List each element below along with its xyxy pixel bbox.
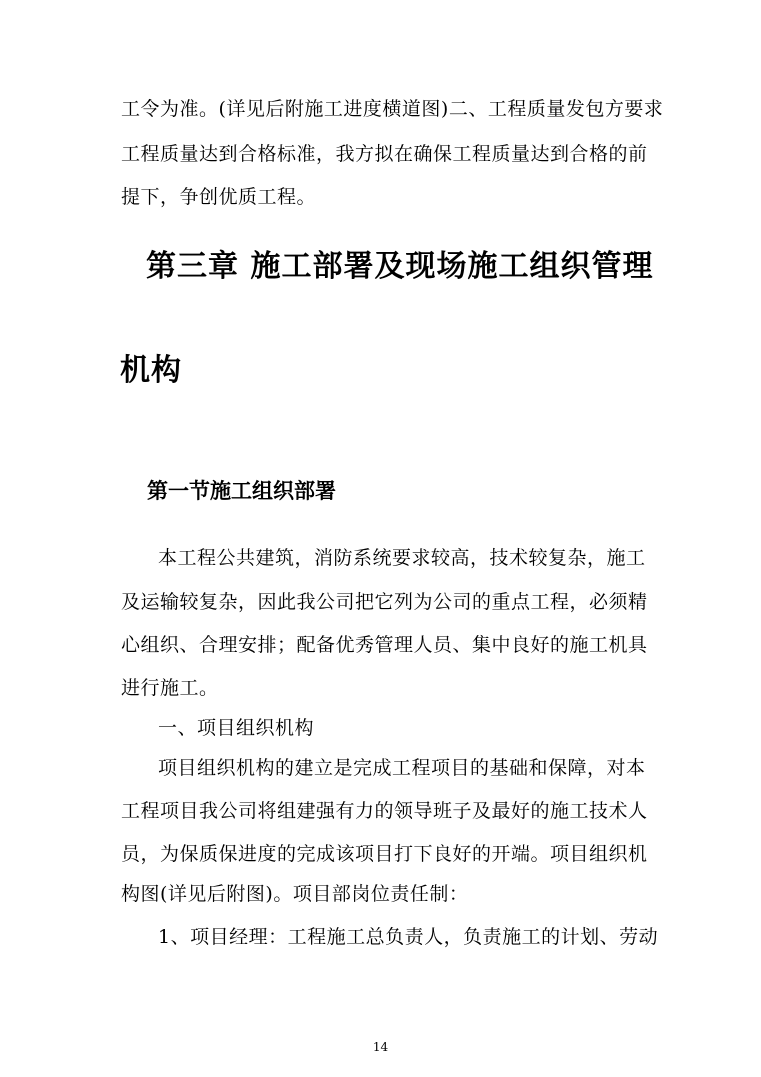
intro-line-1: 工令为准。(详见后附施工进度横道图)二、工程质量发包方要求 [121,98,664,120]
intro-line-2: 工程质量达到合格标准，我方拟在确保工程质量达到合格的前 [121,143,648,165]
item-1-line: 1、项目经理：工程施工总负责人，负责施工的计划、劳动 [158,926,659,948]
paragraph2-line-1: 项目组织机构的建立是完成工程项目的基础和保障，对本 [158,757,646,779]
paragraph1-line-4: 进行施工。 [121,677,219,699]
section-title: 第一节施工组织部署 [147,478,336,503]
chapter-title-line-2: 机构 [120,353,182,388]
page-number: 14 [372,1040,389,1054]
paragraph1-line-2: 及运输较复杂，因此我公司把它列为公司的重点工程，必须精 [121,591,648,613]
paragraph1-line-1: 本工程公共建筑，消防系统要求较高，技术较复杂，施工 [158,547,646,569]
paragraph2-line-4: 构图(详见后附图)。项目部岗位责任制： [121,883,469,905]
paragraph2-line-2: 工程项目我公司将组建强有力的领导班子及最好的施工技术人 [121,800,648,822]
subheading: 一、项目组织机构 [158,717,315,739]
paragraph2-line-3: 员，为保质保进度的完成该项目打下良好的开端。项目组织机 [121,843,648,865]
paragraph1-line-3: 心组织、合理安排；配备优秀管理人员、集中良好的施工机具 [121,634,648,656]
chapter-title-line-1: 第三章 施工部署及现场施工组织管理 [146,249,654,284]
intro-line-3: 提下，争创优质工程。 [121,186,317,208]
